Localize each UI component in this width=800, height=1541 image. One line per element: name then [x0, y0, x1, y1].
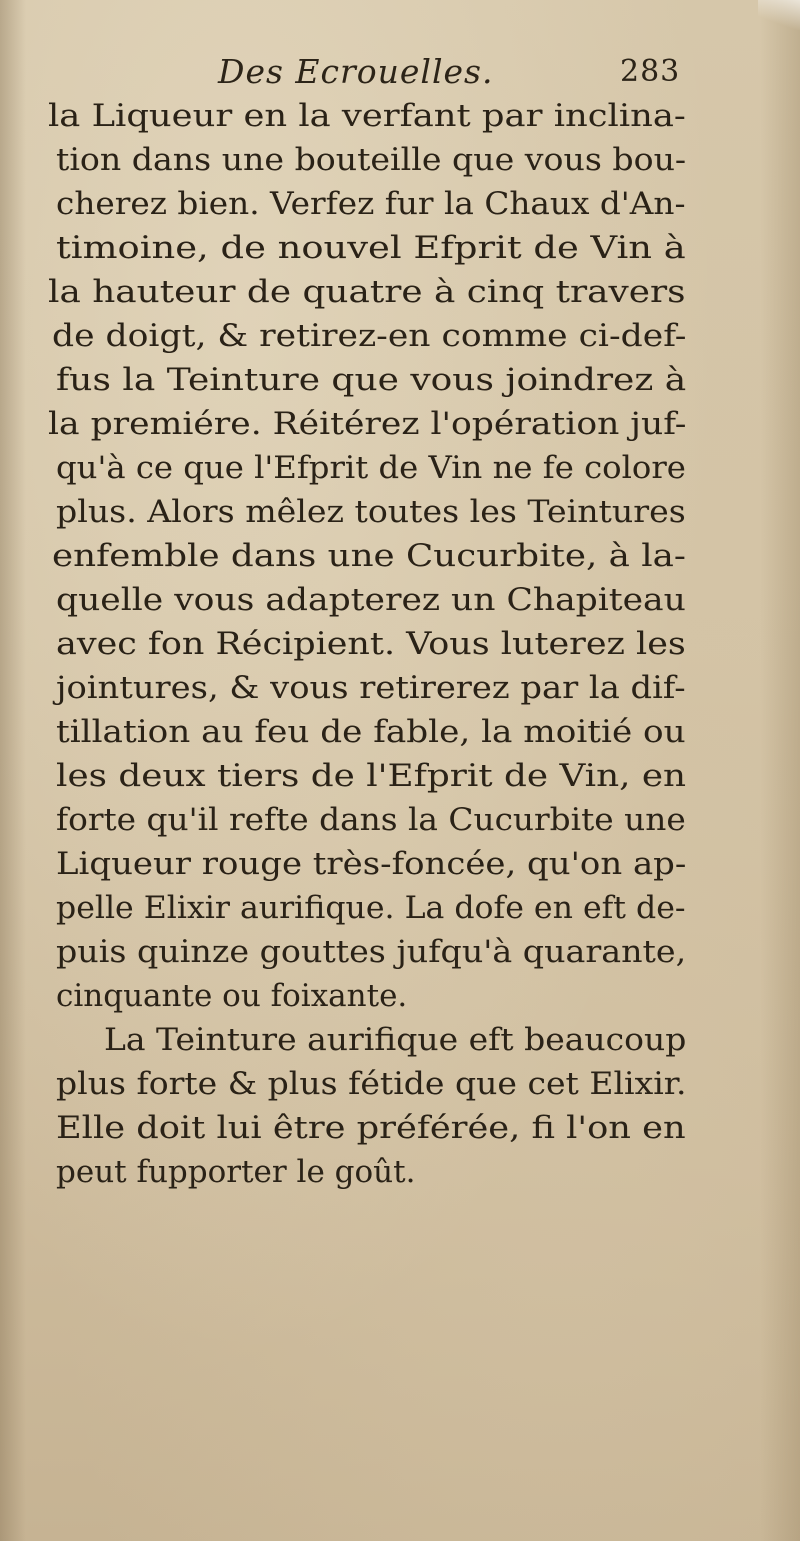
text-line: les deux tiers de l'Efprit de Vin, en	[56, 758, 687, 794]
page-number: 283	[620, 54, 681, 89]
text-line: plus forte & plus fétide que cet Elixir.	[56, 1066, 687, 1102]
text-line: enfemble dans une Cucurbite, à la-	[52, 538, 686, 574]
text-line: la premiére. Réitérez l'opération juf-	[48, 406, 687, 442]
text-line: qu'à ce que l'Efprit de Vin ne fe colore	[56, 450, 686, 486]
text-line: la Liqueur en la verfant par inclina-	[48, 98, 686, 134]
text-line: de doigt, & retirez-en comme ci-def-	[52, 318, 687, 354]
page-corner	[758, 0, 800, 30]
text-line: Liqueur rouge très-foncée, qu'on ap-	[56, 846, 687, 882]
text-line: tillation au feu de fable, la moitié ou	[56, 714, 686, 750]
text-line: La Teinture aurifique eft beaucoup	[104, 1022, 687, 1058]
text-line: cinquante ou foixante.	[56, 978, 408, 1014]
text-line: plus. Alors mêlez toutes les Teintures	[56, 494, 686, 530]
text-line: cherez bien. Verfez fur la Chaux d'An-	[56, 186, 686, 222]
text-line: jointures, & vous retirerez par la dif-	[56, 670, 686, 706]
text-line: avec fon Récipient. Vous luterez les	[56, 626, 686, 662]
running-title: Des Ecrouelles.	[218, 52, 494, 91]
text-line: pelle Elixir aurifique. La dofe en eft de-	[56, 890, 686, 926]
page-shadow-right	[760, 0, 800, 1541]
text-line: quelle vous adapterez un Chapiteau	[56, 582, 686, 618]
text-line: forte qu'il refte dans la Cucurbite une	[56, 802, 686, 838]
text-line: puis quinze gouttes jufqu'à quarante,	[56, 934, 687, 970]
text-line: peut fupporter le goût.	[56, 1154, 416, 1190]
text-line: fus la Teinture que vous joindrez à	[56, 362, 687, 398]
text-line: la hauteur de quatre à cinq travers	[48, 274, 686, 310]
text-line: timoine, de nouvel Efprit de Vin à	[56, 230, 686, 266]
page-shadow-left	[0, 0, 26, 1541]
text-line: tion dans une bouteille que vous bou-	[56, 142, 687, 178]
text-line: Elle doit lui être préférée, fi l'on en	[56, 1110, 686, 1146]
